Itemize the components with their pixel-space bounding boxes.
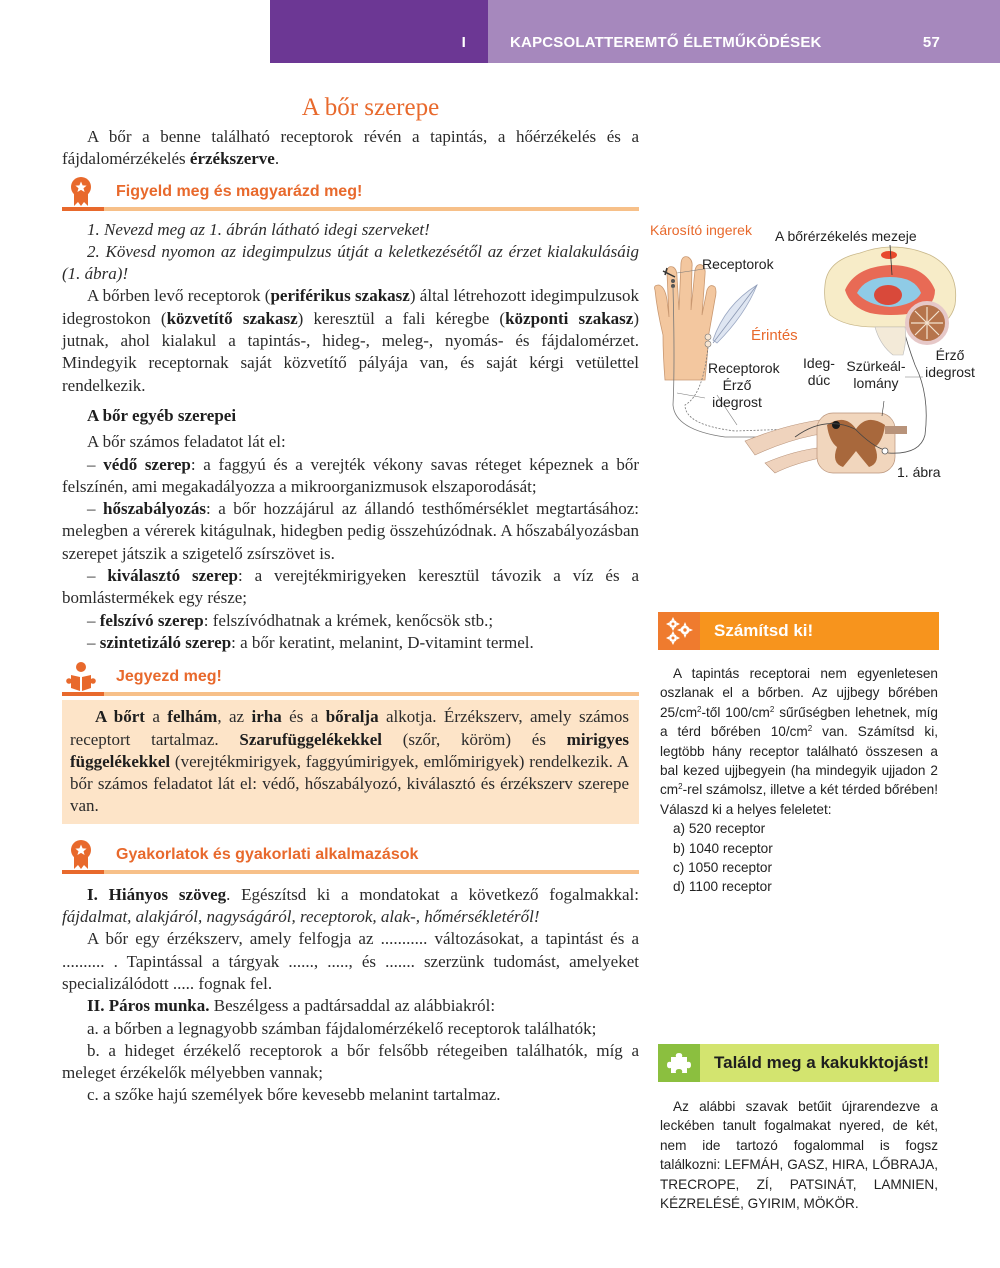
chapter-header [270, 0, 1000, 63]
label-touch: Érintés [751, 327, 798, 344]
label-grey-matter: Szürkeál- lomány [846, 358, 906, 391]
chapter-title-block [488, 0, 1000, 63]
section-divider [62, 870, 639, 874]
other-roles-lead: A bőr számos feladatot lát el: [87, 432, 286, 452]
chapter-number-block [270, 0, 488, 63]
remember-heading: Jegyezd meg! [116, 668, 222, 686]
label-sensory-fiber-right: Érző idegrost [925, 347, 975, 380]
spinal-cord-section [817, 413, 907, 473]
keyword: érzékszerve [189, 149, 275, 169]
exercise-1-text: A bőr egy érzékszerv, amely felfogja az ........... változásokat, a tapintást és a .......... . Tapintással a tárgyak ......, ....., és ....... szerzünk tudomást, amelyeket specializálódott ..... fognak fel. [62, 929, 639, 993]
role-term: védő szerep [103, 454, 191, 474]
chapter-number: I [461, 34, 466, 51]
role-term: hőszabályozás [103, 499, 206, 519]
page-number: 57 [922, 34, 940, 51]
exercise-2: II. Páros munka. Beszélgess a padtársaddal az alábbiakról: [87, 996, 496, 1016]
answer-option-c[interactable]: c) 1050 receptor [673, 860, 772, 876]
question-1: 1. Nevezd meg az 1. ábrán látható idegi szerveket! [87, 219, 430, 239]
odd-one-out-text: Az alábbi szavak betűit újrarendezve a leckében tanult fogalmakat nyered, de két, nem ide tartozó fogalommal is fogsz találkozni: LEFMÁH, GASZ, HIRA, LŐBRAJA, TRECROPE, ZÍ, PATSINÁT, LAMNIEN, KÉZRELÉSÉ, GYIRIM, MÖKÖR. [660, 1099, 938, 1212]
role-item: – hőszabályozás: a bőr hozzájárul az állandó testhőmérséklet megtartásához: melegben a vérerek kitágulnak, hidegben pedig összehúzódnak. A hőszabályozásban szerepet játszik a szigetelő zsírszövet is. [62, 499, 639, 563]
lesson-intro: A bőr a benne található receptorok révén a tapintás, a hőérzékelés és a fájdalomérzékelés érzékszerve. [62, 127, 639, 169]
remember-section-header [62, 660, 639, 698]
calculate-problem: A tapintás receptorai nem egyenletesen oszlanak el a bőrben. Az ujjbegy bőrében $25/cm^2$-től $100/cm^2$ sűrűségben lehetnek, míg a térd bőrében $10/cm^2$ van. Számítsd ki, legtöbb hány receptor található összesen a bal kezed ujjbegyein (ha mindegyik ujjadon 2 $cm^2$-rel számolsz, illetve a két térded bőrében! Válaszd ki a helyes feleletet: [660, 666, 938, 817]
role-term: szintetizáló szerep [99, 632, 232, 652]
hand-illustration [655, 257, 717, 380]
exercise-2-item: a. a bőrben a legnagyobb számban fájdalomérzékelő receptorok találhatók; [87, 1018, 597, 1038]
award-ribbon-icon [68, 840, 94, 870]
observe-paragraph: A bőrben levő receptorok (periférikus szakasz) által létrehozott idegimpulzusok idegrostokon (közvetítő szakasz) keresztül a fali kéregbe (központi szakasz) jutnak, ahol kialakul a tapintás-, hideg-, meleg-, nyomás- és fájdalomérzet. Mindegyik receptornak saját közvetítő pályája van, és saját kérgi vetülettel rendelkezik. [62, 286, 639, 395]
observe-heading: Figyeld meg és magyarázd meg! [116, 182, 363, 200]
gears-icon [658, 612, 700, 650]
puzzle-piece-icon [658, 1044, 700, 1082]
odd-one-out-box-body [660, 1097, 938, 1213]
remember-note-box [62, 700, 639, 823]
role-item: – szintetizáló szerep: a bőr keratint, melanint, D-vitamint termel. [87, 632, 534, 652]
calculate-heading: Számítsd ki! [714, 621, 814, 640]
practice-section-header [62, 838, 639, 876]
label-receptors-top: Receptorok [702, 256, 774, 272]
figure-1-nerve-pathway [645, 215, 1000, 485]
calculate-box-body [660, 664, 938, 897]
question-2: 2. Kövesd nyomon az idegimpulzus útját a keletkezésétől az érzet kialakulásáig (1. ábra)! [62, 241, 639, 284]
role-item: – kiválasztó szerep: a verejtékmirigyeken keresztül távozik a víz és a bomlástermékek egy része; [62, 566, 640, 608]
observe-section-header [62, 175, 639, 213]
answer-option-a[interactable]: a) 520 receptor [673, 821, 766, 837]
practice-heading: Gyakorlatok és gyakorlati alkalmazások [116, 845, 419, 863]
award-ribbon-icon [68, 177, 94, 207]
section-divider [62, 692, 639, 696]
lesson-title: A bőr szerepe [301, 94, 440, 121]
exercise-2-item: c. a szőke hajú személyek bőre kevesebb melanint tartalmaz. [87, 1085, 501, 1105]
brain-illustration [825, 247, 956, 355]
exercise-2-item: b. a hideget érzékelő receptorok a bőr felsőbb rétegeiben találhatók, míg a meleget érzékelők mélyebben vannak; [62, 1040, 639, 1083]
remember-text: A bőrt a felhám, az irha és a bőralja alkotja. Érzékszerv, amely számos receptort tartalmaz. Szarufüggelékekkel (szőr, köröm) és mirigyes függelékekkel (verejtékmirigyek, faggyúmirigyek, emlőmirigyek) rendelkezik. A bőr számos feladatot lát el: védő, hőszabályozó, kiválasztó és érzékszerv szerepe van. [70, 707, 629, 816]
answer-option-d[interactable]: d) 1100 receptor [673, 879, 772, 895]
role-item: – felszívó szerep: felszívódhatnak a krémek, kenőcsök stb.; [87, 610, 494, 630]
label-sensory-field: A bőrérzékelés mezeje [775, 228, 917, 244]
roles-list [62, 454, 639, 655]
label-sensory-fiber-left: Érző idegrost [712, 377, 762, 410]
label-ganglion: Ideg- dúc [803, 355, 835, 388]
figure-caption: 1. ábra [897, 464, 941, 480]
main-column [62, 90, 639, 1107]
label-harmful-stimuli: Károsító ingerek [650, 222, 752, 238]
calculate-box-header [658, 612, 939, 650]
role-term: kiválasztó szerep [107, 566, 238, 586]
chapter-title: KAPCSOLATTEREMTŐ ÉLETMŰKÖDÉSEK [510, 34, 822, 51]
odd-one-out-heading: Találd meg a kakukktojást! [714, 1053, 930, 1072]
section-divider [62, 207, 639, 211]
role-item: – védő szerep: a faggyú és a verejték vékony savas réteget képeznek a bőr felszínén, ami megakadályozza a mikroorganizmusok elszaporodását; [62, 454, 639, 496]
reading-person-icon [66, 662, 96, 692]
answer-option-b[interactable]: b) 1040 receptor [673, 840, 773, 856]
exercise-1: I. Hiányos szöveg. Egészítsd ki a mondatokat a következő fogalmakkal: fájdalmat, alakjáról, nagyságáról, receptorok, alak-, hőmérsékletéről! [62, 884, 639, 927]
role-term: felszívó szerep [99, 610, 204, 630]
odd-one-out-box-header [658, 1044, 939, 1082]
label-receptors-bottom: Receptorok [708, 360, 780, 376]
other-roles-heading: A bőr egyéb szerepei [87, 405, 237, 425]
